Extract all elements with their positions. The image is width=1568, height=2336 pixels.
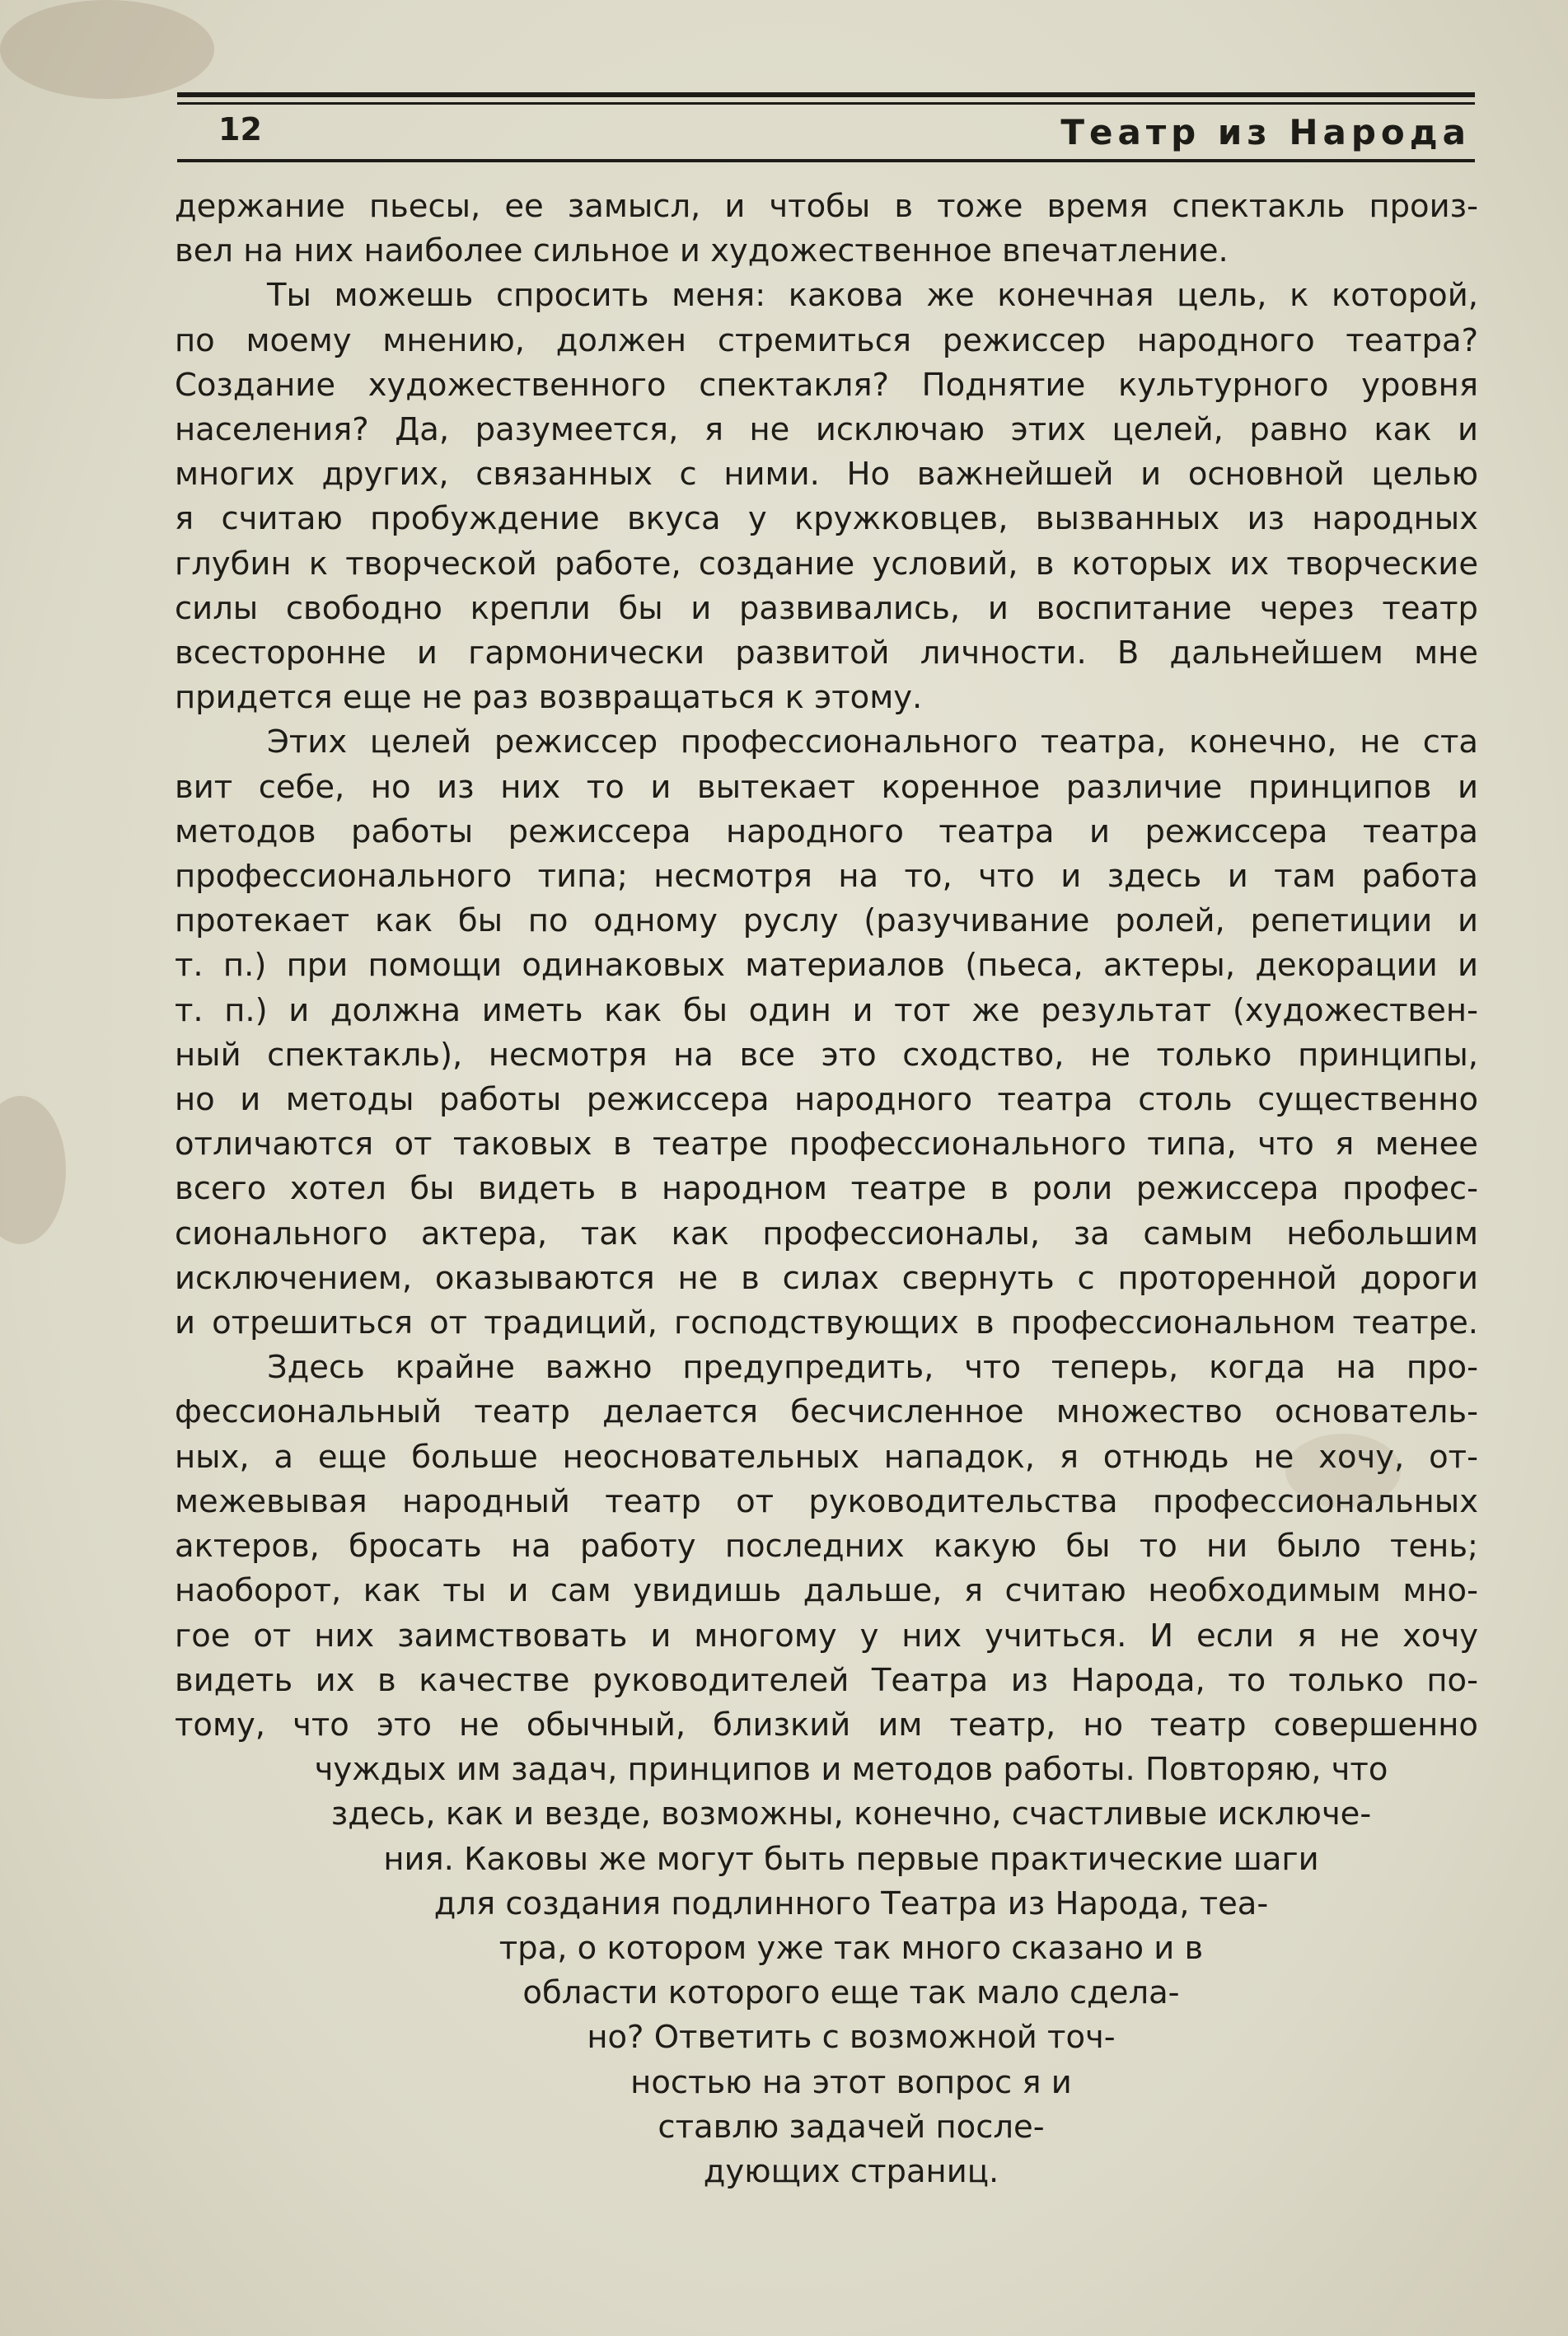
text-line: протекает как бы по одному руслу (разучивание ролей, репетиции и <box>175 902 1478 940</box>
text-line: чуждых им задач, принципов и методов работы. Повторяю, что <box>314 1751 1388 1789</box>
header-rule-top <box>177 92 1475 97</box>
text-line: глубин к творческой работе, создание условий, в которых их творческие <box>175 545 1478 583</box>
text-line: но и методы работы режиссера народного театра столь существенно <box>175 1081 1478 1119</box>
text-line: наоборот, как ты и сам увидишь дальше, я считаю необходимым мно- <box>175 1572 1478 1610</box>
text-line: и отрешиться от традиций, господствующих в профессиональном театре. <box>175 1304 1478 1342</box>
text-line: по моему мнению, должен стремиться режиссер народного театра? <box>175 321 1478 359</box>
text-line: дующих страниц. <box>703 2152 999 2190</box>
text-line: Здесь крайне важно предупредить, что теперь, когда на про- <box>267 1349 1478 1387</box>
text-line: профессионального типа; несмотря на то, что и здесь и там работа <box>175 858 1478 896</box>
text-line: гое от них заимствовать и многому у них учиться. И если я не хочу <box>175 1617 1478 1655</box>
text-line: ния. Каковы же могут быть первые практические шаги <box>383 1840 1319 1878</box>
header-rule-top-thin <box>177 102 1475 105</box>
text-line: т. п.) при помощи одинаковых материалов (пьеса, актеры, декорации и <box>175 947 1478 985</box>
text-line: методов работы режиссера народного театра и режиссера театра <box>175 812 1478 850</box>
text-line: Создание художественного спектакля? Поднятие культурного уровня <box>175 366 1478 404</box>
text-line: фессиональный театр делается бесчисленное множество основатель- <box>175 1393 1478 1431</box>
text-line: населения? Да, разумеется, я не исключаю этих целей, равно как и <box>175 411 1478 449</box>
text-line: актеров, бросать на работу последних какую бы то ни было тень; <box>175 1528 1478 1566</box>
text-line: всесторонне и гармонически развитой личности. В дальнейшем мне <box>175 634 1478 672</box>
text-line: сионального актера, так как профессионалы, за самым небольшим <box>175 1215 1478 1252</box>
text-line: всего хотел бы видеть в народном театре в роли режиссера профес- <box>175 1170 1478 1208</box>
text-line: Ты можешь спросить меня: какова же конечная цель, к которой, <box>267 277 1478 315</box>
text-line: ных, а еще больше неосновательных нападок, я отнюдь не хочу, от- <box>175 1438 1478 1476</box>
text-line: отличаются от таковых в театре профессионального типа, что я менее <box>175 1126 1478 1163</box>
text-line: т. п.) и должна иметь как бы один и тот же результат (художествен- <box>175 991 1478 1029</box>
text-line: вел на них наиболее сильное и художественное впечатление. <box>175 232 1229 270</box>
text-line: силы свободно крепли бы и развивались, и воспитание через театр <box>175 589 1478 627</box>
text-line: видеть их в качестве руководителей Театра из Народа, то только по- <box>175 1661 1478 1699</box>
text-line: области которого еще так мало сдела- <box>522 1974 1180 2012</box>
text-line: тра, о котором уже так много сказано и в <box>498 1929 1204 1967</box>
text-line: но? Ответить с возможной точ- <box>587 2019 1116 2057</box>
paper-stain <box>0 1096 66 1244</box>
text-line: Этих целей режиссер профессионального театра, конечно, не ста <box>267 723 1478 761</box>
text-line: многих других, связанных с ними. Но важнейшей и основной целью <box>175 456 1478 494</box>
text-line: для создания подлинного Театра из Народа, теа- <box>433 1884 1269 1922</box>
text-line: исключением, оказываются не в силах свернуть с проторенной дороги <box>175 1259 1478 1297</box>
text-line: межевывая народный театр от руководительства профессиональных <box>175 1482 1478 1520</box>
text-line: тому, что это не обычный, близкий им театр, но театр совершенно <box>175 1706 1478 1744</box>
body-text <box>175 185 1478 2194</box>
text-line: держание пьесы, ее замысл, и чтобы в тоже время спектакль произ- <box>175 188 1478 225</box>
page-number: 12 <box>218 111 262 147</box>
text-line: я считаю пробуждение вкуса у кружковцев, вызванных из народных <box>175 500 1478 538</box>
text-line: ставлю задачей после- <box>658 2108 1045 2146</box>
running-title: Театр из Народа <box>1060 112 1471 152</box>
text-line: вит себе, но из них то и вытекает коренное различие принципов и <box>175 768 1478 806</box>
text-line: ный спектакль), несмотря на все это сходство, не только принципы, <box>175 1036 1478 1074</box>
header-rule-bottom <box>177 159 1475 162</box>
text-line: придется еще не раз возвращаться к этому. <box>175 679 923 717</box>
text-line: здесь, как и везде, возможны, конечно, счастливые исключе- <box>330 1795 1372 1833</box>
paper-stain <box>0 0 214 99</box>
text-line: ностью на этот вопрос я и <box>630 2063 1072 2101</box>
